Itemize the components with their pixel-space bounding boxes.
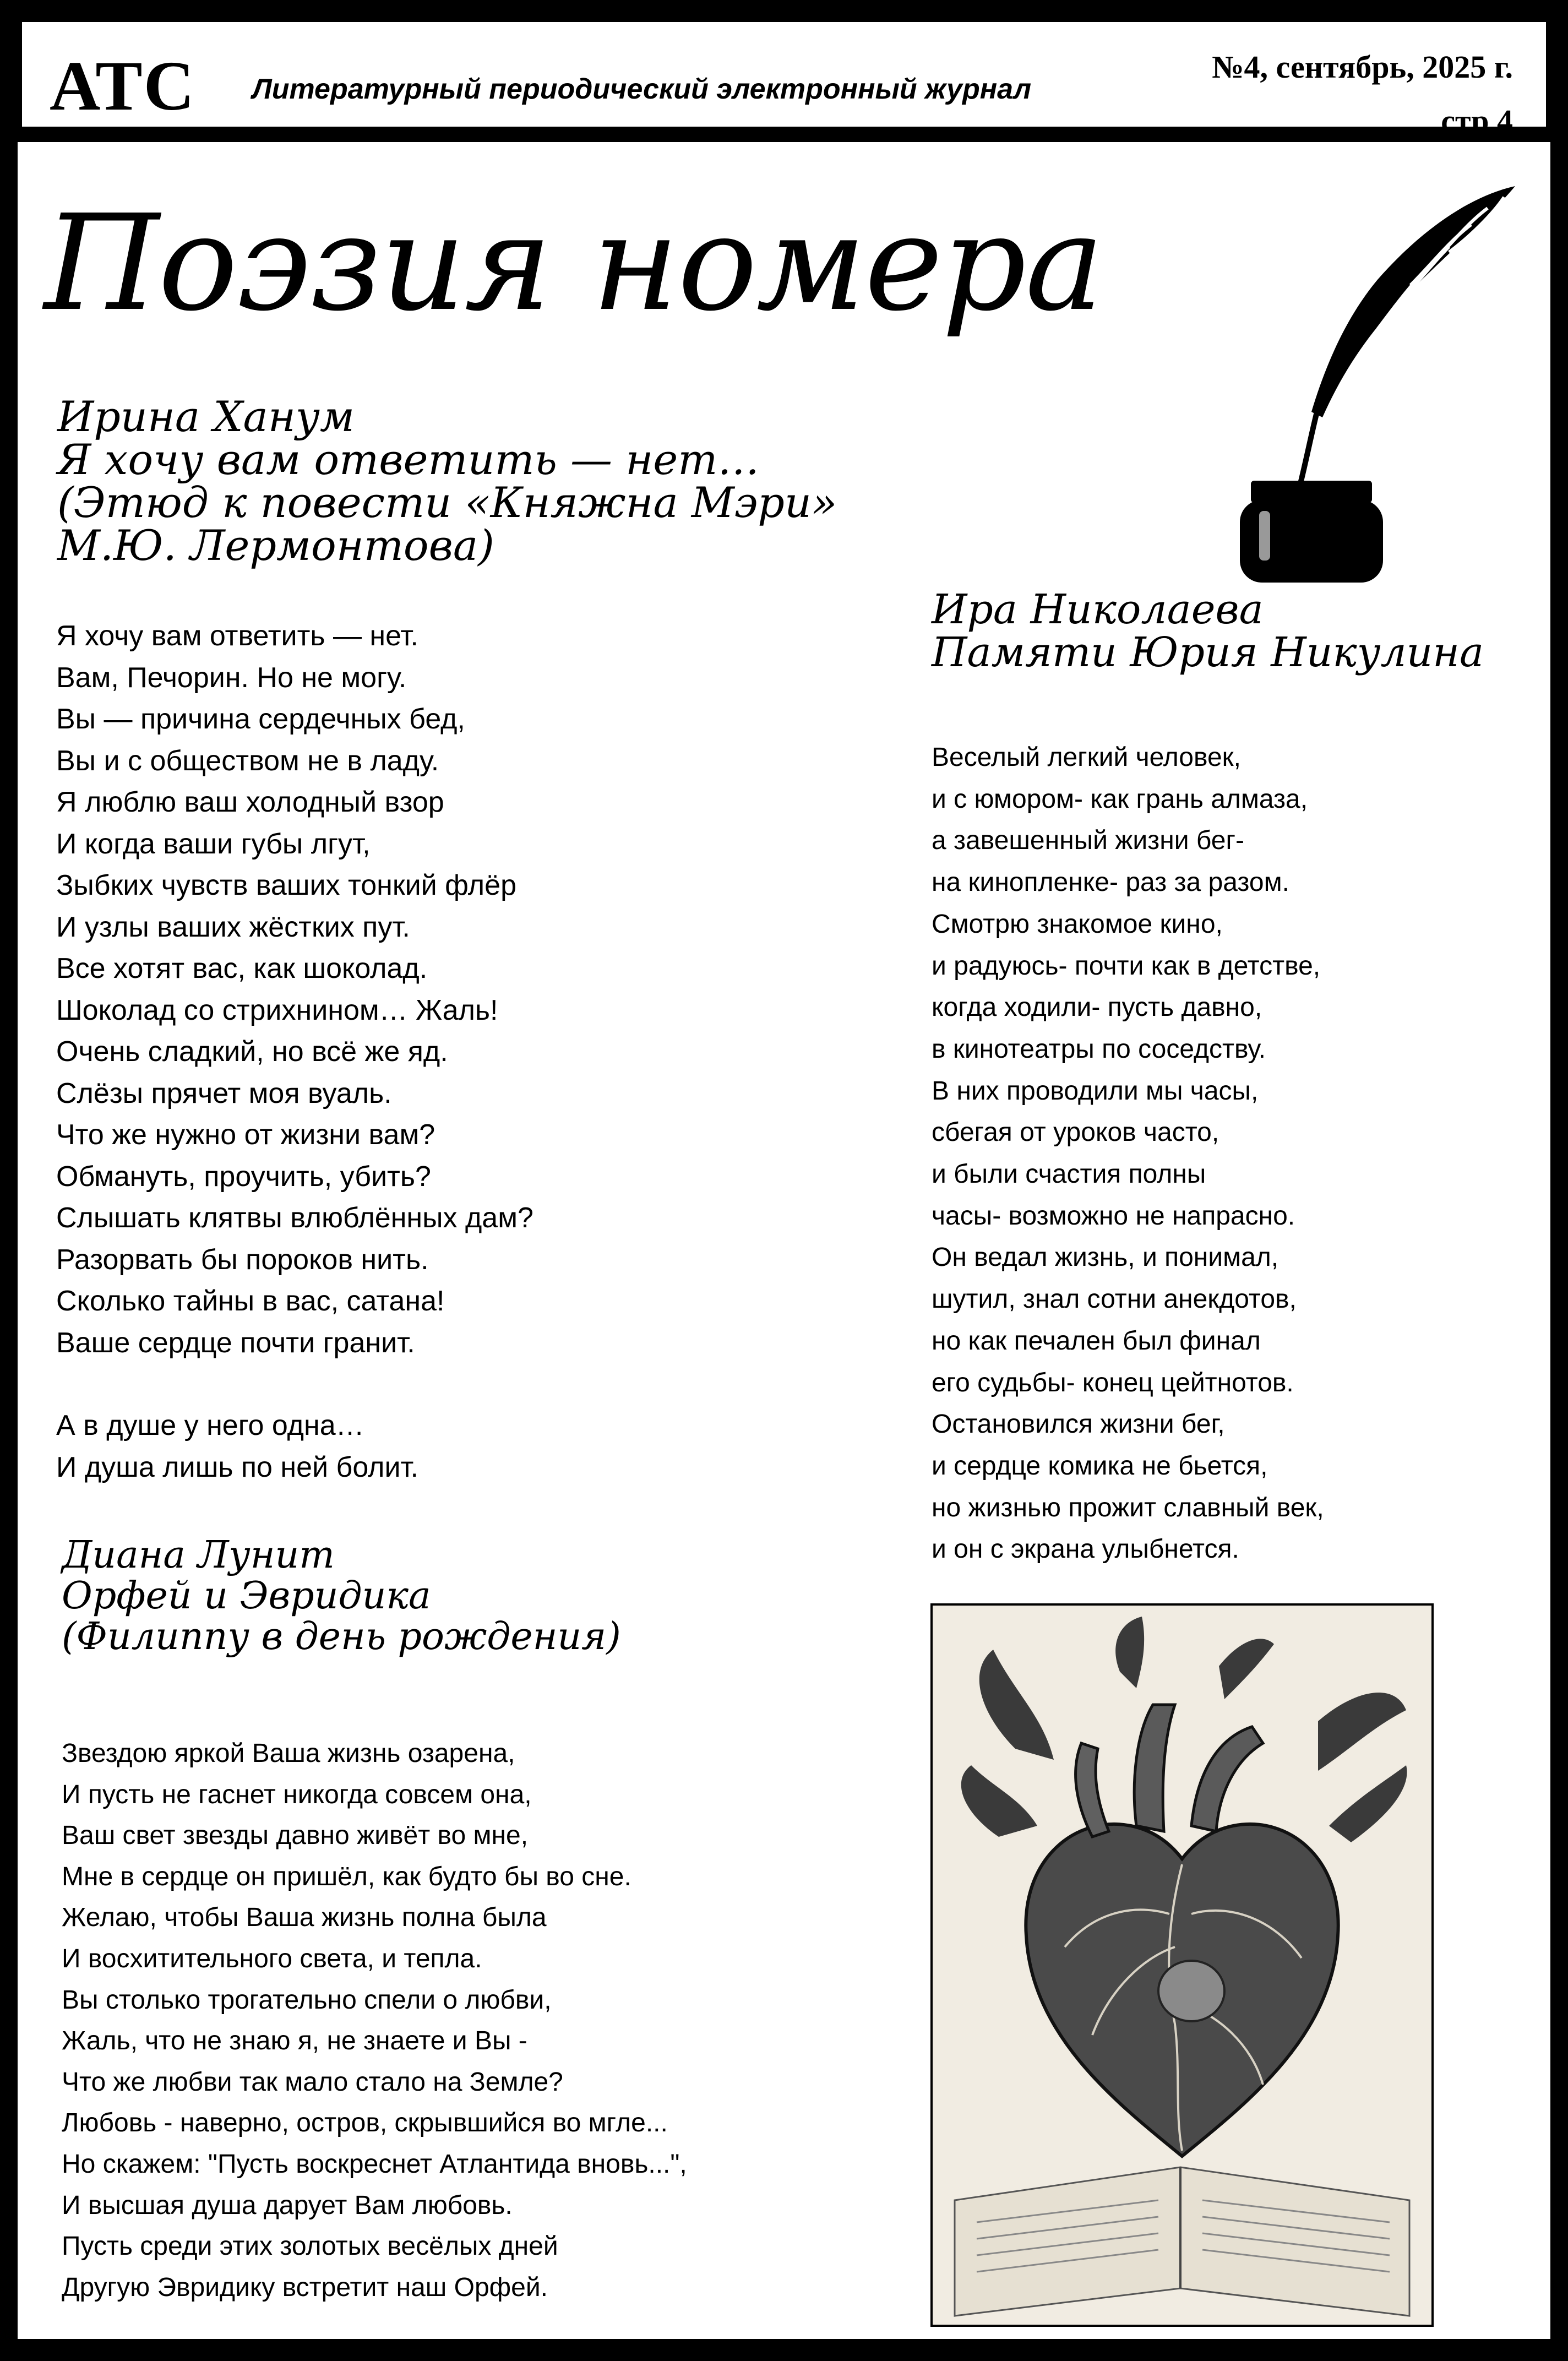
poem-line: Вам, Печорин. Но не могу.	[56, 661, 407, 694]
poem-line: но жизнью прожит славный век,	[932, 1493, 1324, 1522]
poem-line: И когда ваши губы лгут,	[56, 828, 371, 860]
poem-line: И высшая душа дарует Вам любовь.	[62, 2190, 513, 2220]
poem-line: Шоколад со стрихнином… Жаль!	[56, 994, 498, 1026]
poem-line: Что же любви так мало стало на Земле?	[62, 2067, 563, 2097]
poem-3-author: Диана Лунит	[62, 1533, 335, 1577]
poem-line: Сколько тайны в вас, сатана!	[56, 1285, 445, 1317]
poem-line: Остановился жизни бег,	[932, 1410, 1225, 1439]
poem-3-dedication: (Филиппу в день рождения)	[62, 1615, 621, 1658]
poem-line: а завешенный жизни бег-	[932, 826, 1244, 856]
poem-3-title: Орфей и Эвридика	[62, 1574, 431, 1618]
poem-line: и радуюсь- почти как в детстве,	[932, 951, 1321, 981]
poem-2-title: Памяти Юрия Никулина	[932, 629, 1484, 676]
page-content	[18, 142, 1550, 2339]
poem-line: А в душе у него одна…	[56, 1410, 364, 1441]
poem-line: и сердце комика не бьется,	[932, 1451, 1268, 1481]
poem-line: в кинотеатры по соседству.	[932, 1034, 1266, 1064]
poem-line: Я люблю ваш холодный взор	[56, 786, 444, 818]
poem-line: Вы — причина сердечных бед,	[56, 703, 465, 735]
quill-inkwell-icon	[1229, 175, 1537, 594]
poem-2-heading	[932, 588, 1484, 674]
poem-line: и были счастия полны	[932, 1160, 1206, 1189]
poem-line: Разорвать бы пороков нить.	[56, 1243, 429, 1276]
poem-1-subtitle: М.Ю. Лермонтова)	[57, 521, 494, 570]
poem-line: Другую Эвридику встретит наш Орфей.	[62, 2272, 548, 2302]
poem-line: его судьбы- конец цейтнотов.	[932, 1368, 1294, 1397]
poem-line: Очень сладкий, но всё же яд.	[56, 1036, 448, 1068]
poem-line: Веселый легкий человек,	[932, 743, 1241, 772]
poem-line: на кинопленке- раз за разом.	[932, 868, 1289, 897]
poem-line: когда ходили- пусть давно,	[932, 993, 1262, 1022]
poem-line: И узлы ваших жёстких пут.	[56, 911, 410, 943]
poem-line: Любовь - наверно, остров, скрывшийся во мгле...	[62, 2108, 668, 2138]
poem-line: Жаль, что не знаю я, не знаете и Вы -	[62, 2026, 527, 2056]
poem-line: И пусть не гаснет никогда совсем она,	[62, 1780, 532, 1809]
poem-line: Слёзы прячет моя вуаль.	[56, 1077, 392, 1109]
poem-line: В них проводили мы часы,	[932, 1076, 1259, 1106]
poem-line: Ваше сердце почти гранит.	[56, 1326, 415, 1359]
poem-line: сбегая от уроков часто,	[932, 1118, 1219, 1147]
poem-line: И душа лишь по ней болит.	[56, 1451, 418, 1483]
stanza-break	[56, 1364, 533, 1405]
poem-line: Пусть среди этих золотых весёлых дней	[62, 2232, 558, 2261]
poem-line: Я хочу вам ответить — нет.	[56, 620, 418, 652]
heart-art-icon	[933, 1606, 1431, 2325]
poem-line: Все хотят вас, как шоколад.	[56, 953, 428, 984]
poem-line: Но скажем: "Пусть воскреснет Атлантида вновь...",	[62, 2149, 687, 2179]
poem-line: и с юмором- как грань алмаза,	[932, 784, 1308, 814]
poem-1-title: Я хочу вам ответить — нет…	[57, 435, 760, 484]
poem-line: и он с экрана улыбнется.	[932, 1535, 1239, 1564]
poem-3-heading	[62, 1535, 621, 1657]
poem-2-text	[932, 737, 1324, 1570]
poem-3-text	[62, 1733, 687, 2308]
poem-2-author: Ира Николаева	[932, 586, 1264, 633]
poem-line: Слышать клятвы влюблённых дам?	[56, 1202, 533, 1234]
poem-line: Вы и с обществом не в ладу.	[56, 744, 439, 777]
poem-line: Что же нужно от жизни вам?	[56, 1119, 435, 1151]
poem-line: часы- возможно не напрасно.	[932, 1201, 1295, 1231]
poem-1-text	[56, 616, 533, 1488]
poem-line: Вы столько трогательно спели о любви,	[62, 1985, 552, 2015]
poem-line: Смотрю знакомое кино,	[932, 909, 1223, 939]
issue-info: №4, сентябрь, 2025 г.	[1212, 49, 1513, 85]
poem-1-author: Ирина Ханум	[57, 392, 355, 441]
poem-line: Мне в сердце он пришёл, как будто бы во сне.	[62, 1862, 631, 1891]
poem-line: Обмануть, проучить, убить?	[56, 1160, 431, 1193]
journal-logo: АТС	[50, 47, 195, 125]
poem-1-subtitle: (Этюд к повести «Княжна Мэри»	[57, 478, 837, 527]
journal-tagline: Литературный периодический электронный журнал	[252, 73, 1032, 105]
poem-line: И восхитительного света, и тепла.	[62, 1944, 482, 1973]
poem-line: шутил, знал сотни анекдотов,	[932, 1285, 1297, 1314]
poem-line: Желаю, чтобы Ваша жизнь полна была	[62, 1903, 547, 1933]
poem-line: Звездою яркой Ваша жизнь озарена,	[62, 1739, 515, 1768]
anatomical-heart-illustration	[930, 1603, 1434, 2327]
page-title: Поэзия номера	[44, 186, 1103, 340]
page-number: стр.4	[1441, 103, 1513, 139]
poem-line: Зыбких чувств ваших тонкий флёр	[56, 869, 516, 901]
masthead	[22, 22, 1546, 139]
poem-line: Он ведал жизнь, и понимал,	[932, 1243, 1279, 1272]
poem-line: но как печален был финал	[932, 1326, 1261, 1356]
poem-1-heading	[57, 392, 837, 570]
poem-line: Ваш свет звезды давно живёт во мне,	[62, 1821, 529, 1851]
